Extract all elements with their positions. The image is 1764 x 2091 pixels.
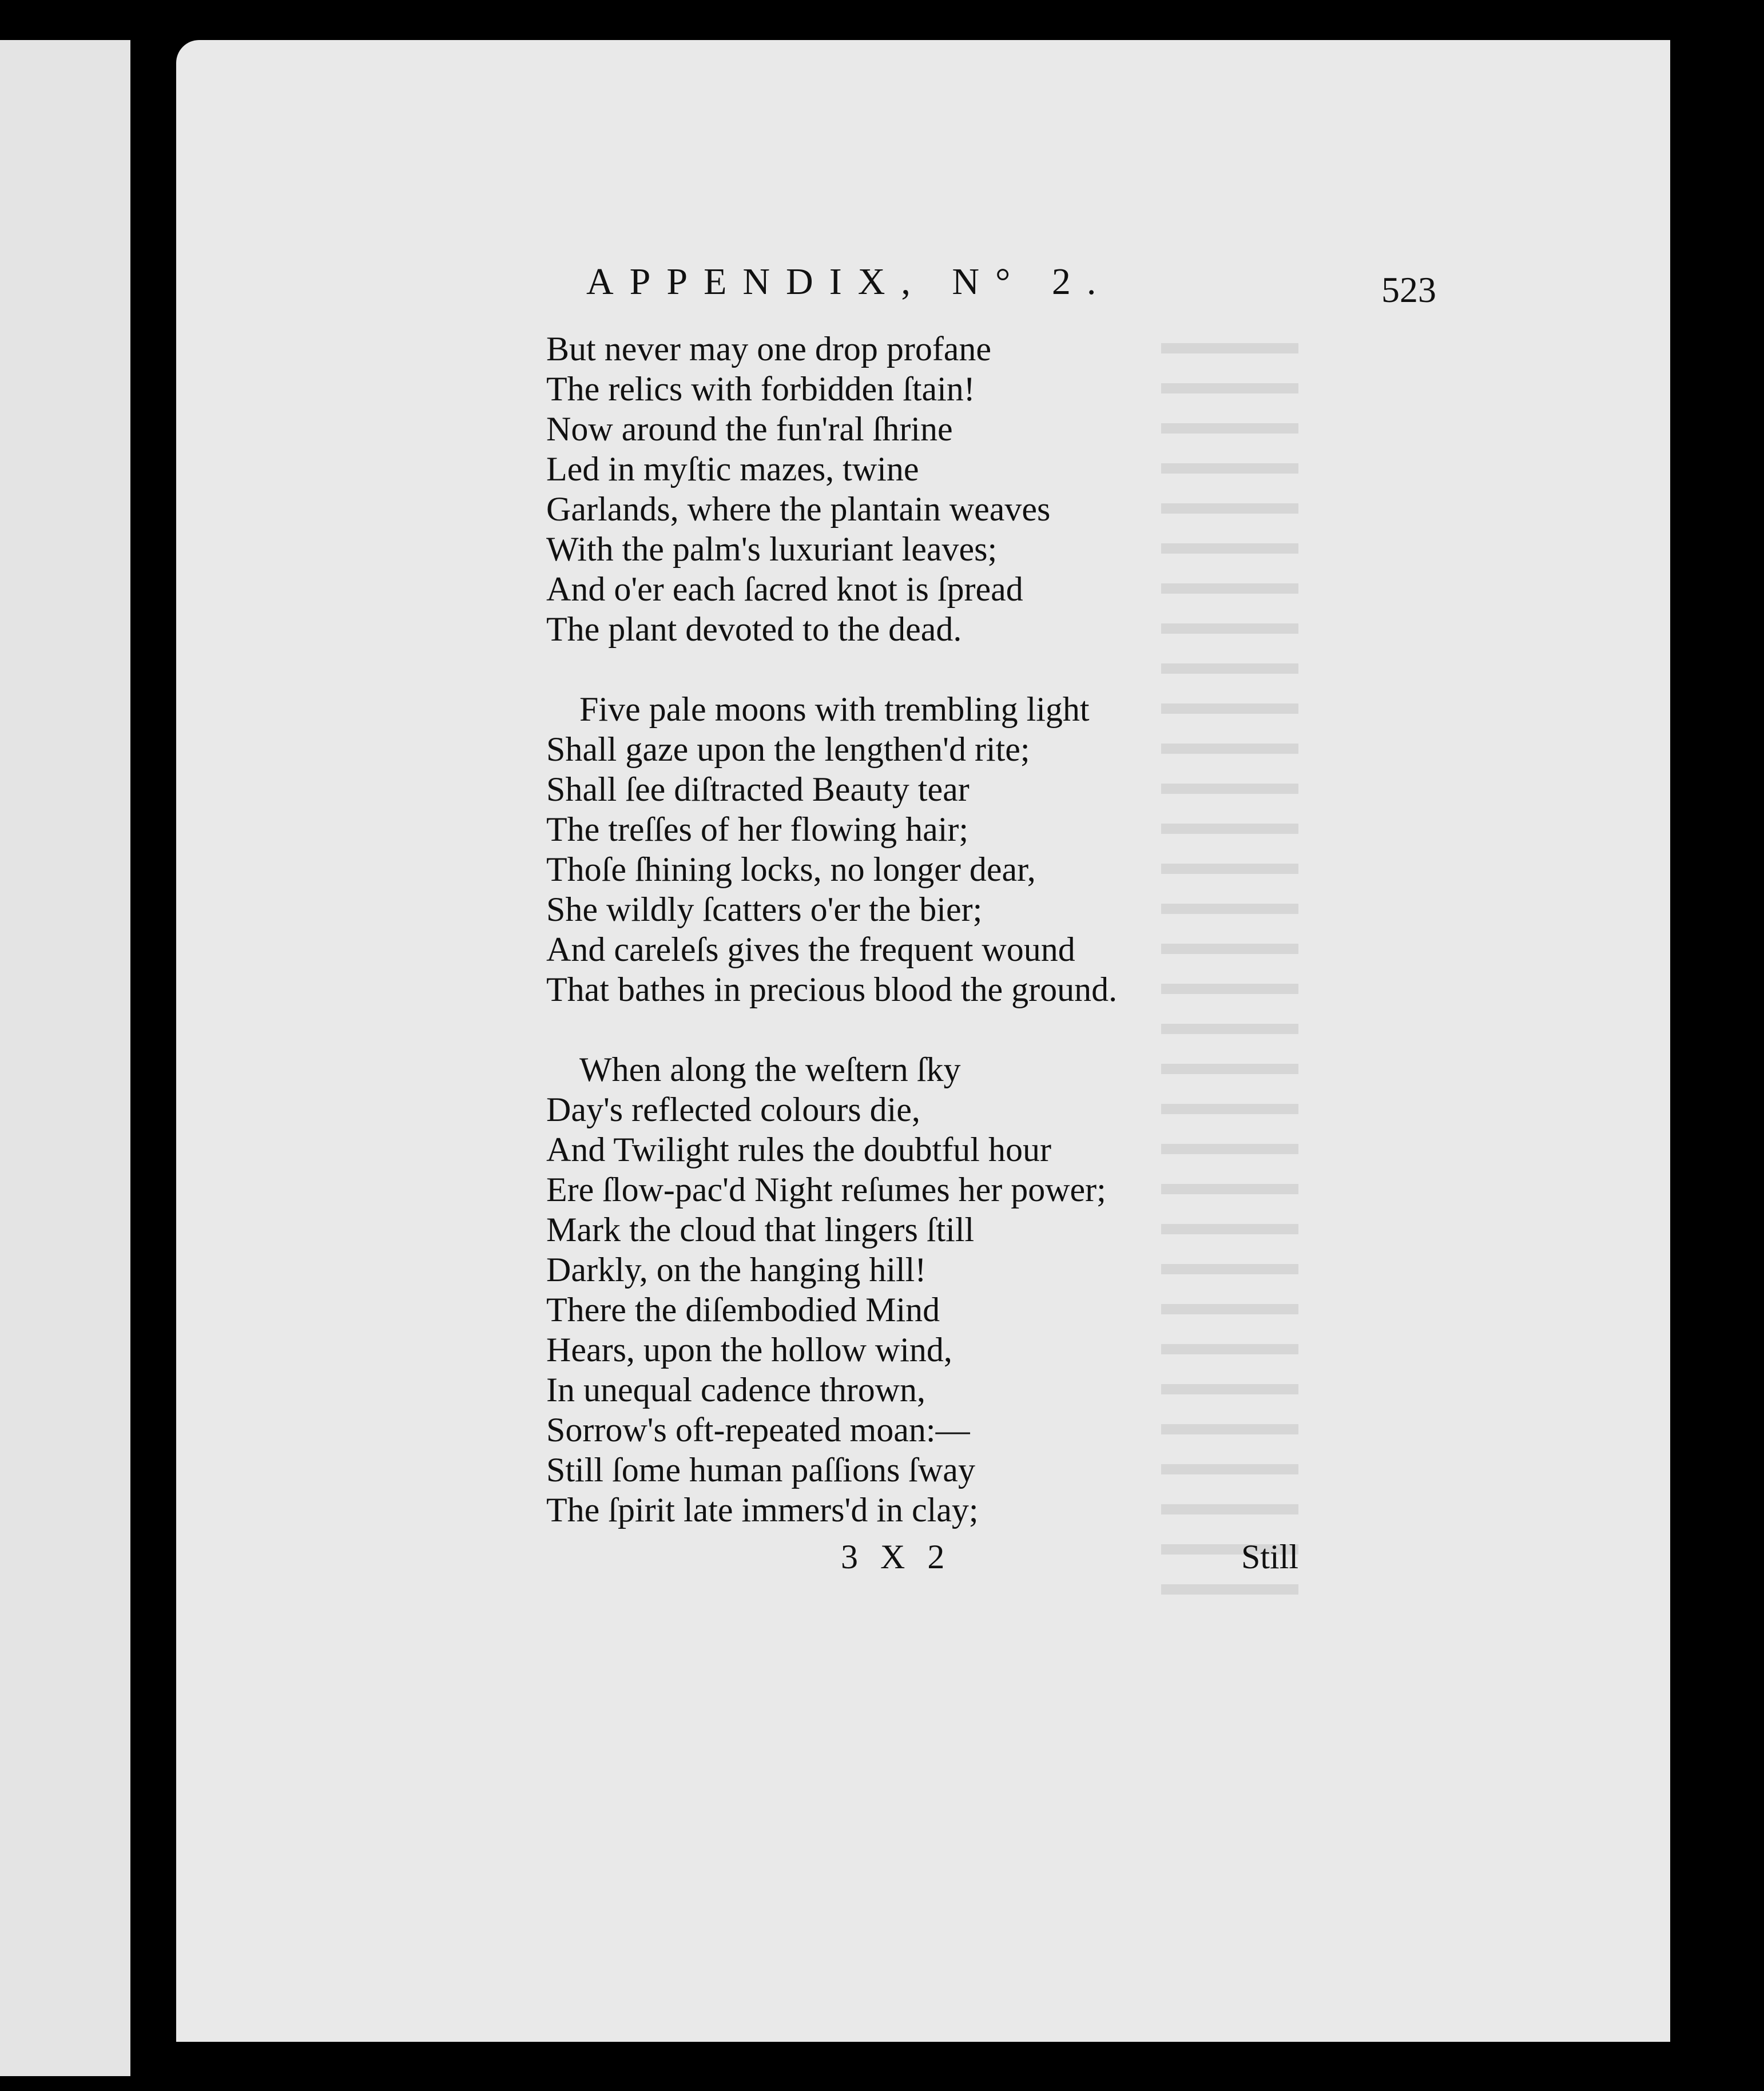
signature-mark: 3 X 2	[841, 1538, 952, 1576]
catchword: Still	[1241, 1538, 1299, 1576]
stanza-1	[546, 329, 1290, 649]
stanza-3	[546, 1050, 1290, 1530]
stanza-2	[546, 689, 1290, 1009]
poem-line: Sorrow's oft-repeated moan:—	[546, 1411, 970, 1449]
page-edge-shadow	[1670, 46, 1764, 2070]
poem-line: The relics with forbidden ſtain!	[546, 370, 975, 408]
poem-line: There the diſembodied Mind	[546, 1291, 940, 1329]
poem-line: The plant devoted to the dead.	[546, 610, 962, 648]
poem-body	[546, 329, 1290, 1570]
poem-line: Darkly, on the hanging hill!	[546, 1251, 927, 1289]
poem-line: In unequal cadence thrown,	[546, 1371, 926, 1409]
poem-line: And o'er each ſacred knot is ſpread	[546, 570, 1023, 608]
poem-line: The ſpirit late immers'd in clay;	[546, 1491, 979, 1529]
poem-line: Day's reflected colours die,	[546, 1091, 920, 1128]
poem-line: Shall gaze upon the lengthen'd rite;	[546, 730, 1030, 768]
poem-line: And Twilight rules the doubtful hour	[546, 1131, 1051, 1168]
poem-line: When along the weſtern ſky	[579, 1051, 961, 1088]
poem-line: Still ſome human paſſions ſway	[546, 1451, 975, 1489]
poem-line: Now around the fun'ral ſhrine	[546, 410, 953, 448]
poem-line: And careleſs gives the frequent wound	[546, 931, 1075, 968]
poem-line: But never may one drop profane	[546, 330, 992, 368]
poem-line: Led in myſtic mazes, twine	[546, 450, 919, 488]
poem-line: Garlands, where the plantain weaves	[546, 490, 1051, 528]
running-head: APPENDIX, N° 2.	[586, 261, 1113, 303]
poem-line: Ere ſlow-pac'd Night reſumes her power;	[546, 1171, 1106, 1209]
poem-line: Mark the cloud that lingers ſtill	[546, 1211, 975, 1249]
book-gutter	[130, 0, 176, 2091]
poem-line: The treſſes of her flowing hair;	[546, 810, 969, 848]
poem-line: That bathes in precious blood the ground.	[546, 971, 1118, 1008]
poem-line: Five pale moons with trembling light	[579, 690, 1090, 728]
facing-page-edge	[0, 40, 130, 2076]
poem-line: She wildly ſcatters o'er the bier;	[546, 891, 983, 928]
poem-line: Shall ſee diſtracted Beauty tear	[546, 770, 970, 808]
poem-line: Thoſe ſhining locks, no longer dear,	[546, 850, 1036, 888]
poem-line: With the palm's luxuriant leaves;	[546, 530, 998, 568]
page-number: 523	[1381, 269, 1436, 310]
poem-line: Hears, upon the hollow wind,	[546, 1331, 952, 1369]
